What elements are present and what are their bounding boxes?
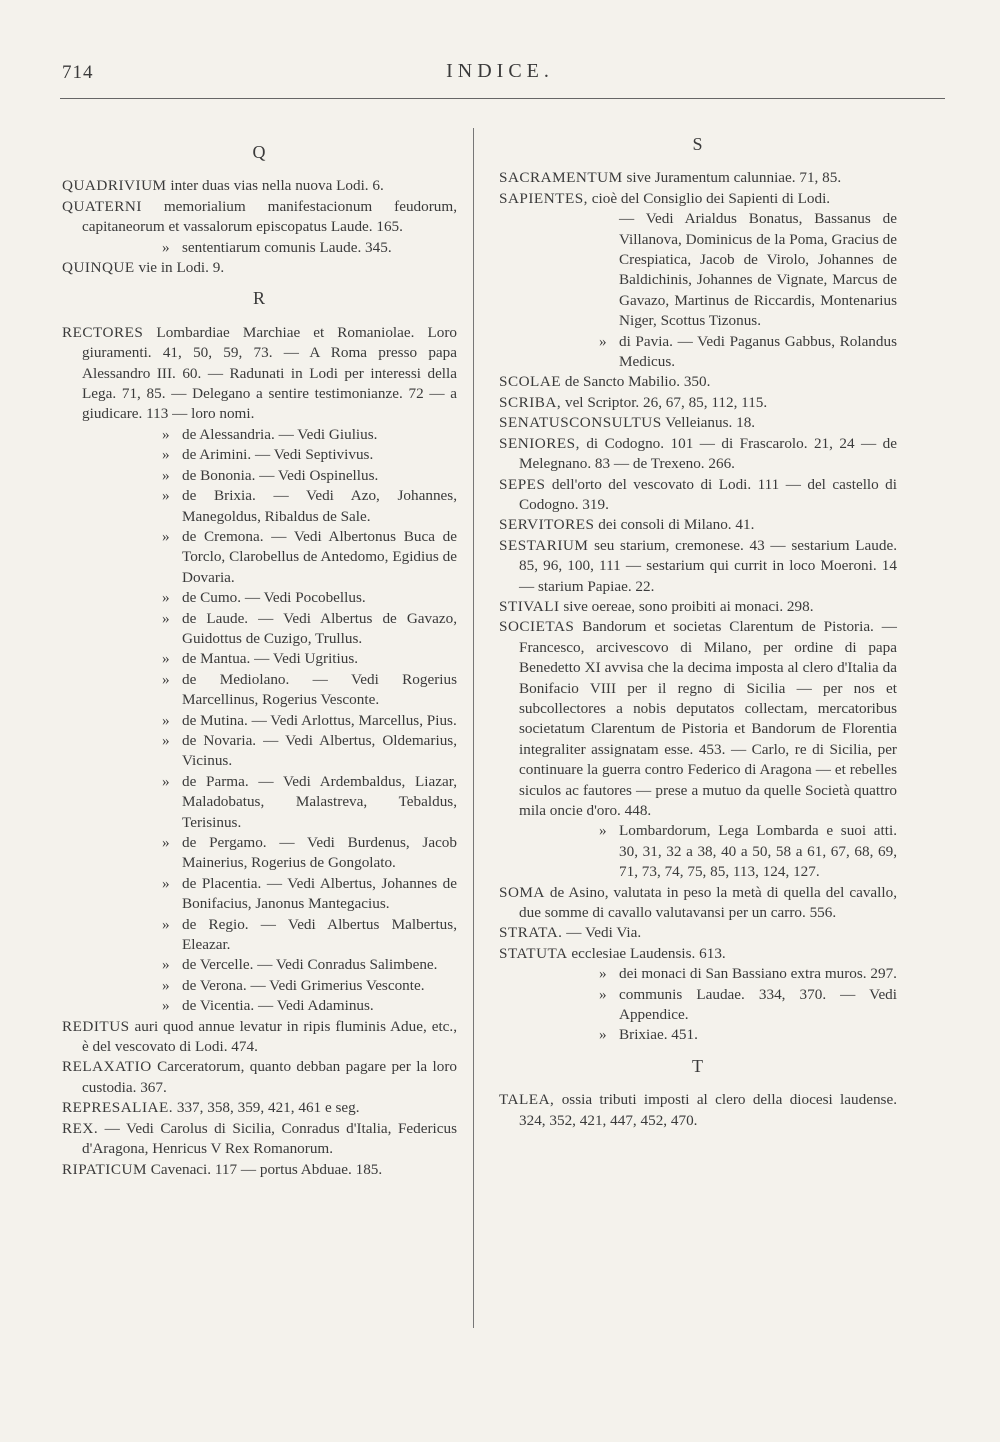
ditto-mark: »: [162, 976, 170, 994]
entry-text: de Sancto Mabilio. 350.: [561, 373, 711, 391]
subentry-text: de Novaria. — Vedi Albertus, Oldemarius, Vicinus.: [182, 731, 457, 770]
entry-headword: SCOLAE: [499, 373, 562, 391]
index-subentry: [62, 955, 457, 975]
index-entry: [62, 1057, 457, 1098]
column-divider: [473, 128, 474, 1328]
entry-text: Velleianus. 18.: [661, 414, 756, 432]
entry-text: Lombardiae Marchiae et Romaniolae. Loro giuramenti. 41, 50, 59, 73. — A Roma presso papa Alessandro III. 60. — Radunati in Lodi per interessi della Lega. 71, 85. — Delegano a sentire testimonianze. 72 — a giudicare. 113 — loro nomi.: [82, 323, 457, 423]
index-entry: [499, 168, 897, 188]
ditto-mark: »: [599, 965, 607, 983]
entry-headword: REDITUS: [62, 1017, 130, 1035]
index-subentry: [62, 425, 457, 445]
index-subentry: [499, 209, 897, 331]
index-entry: [499, 617, 897, 821]
index-entry: [499, 413, 897, 433]
ditto-mark: »: [162, 772, 170, 790]
ditto-mark: »: [162, 238, 170, 256]
entry-headword: SENIORES,: [499, 434, 580, 452]
subentry-text: de Vicentia. — Vedi Adaminus.: [182, 997, 374, 1015]
index-entry: [499, 944, 897, 964]
index-entry: [62, 1160, 457, 1180]
index-subentry: [62, 874, 457, 915]
index-entry: [499, 475, 897, 516]
entry-text: Cavenaci. 117 — portus Abduae. 185.: [146, 1160, 383, 1178]
header-rule: [60, 98, 945, 99]
entry-text: — Vedi Via.: [562, 924, 642, 942]
index-entry: [62, 1098, 457, 1118]
subentry-text: de Arimini. — Vedi Septivivus.: [182, 446, 374, 464]
entry-headword: QUATERNI: [62, 197, 142, 215]
ditto-mark: »: [162, 731, 170, 749]
entry-text: Carceratorum, quanto debban pagare per la loro custodia. 367.: [82, 1058, 457, 1096]
entry-headword: TALEA,: [499, 1091, 555, 1109]
entry-text: inter duas vias nella nuova Lodi. 6.: [166, 177, 384, 195]
ditto-mark: »: [162, 609, 170, 627]
ditto-mark: »: [162, 874, 170, 892]
index-subentry: [62, 670, 457, 711]
entry-text: Bandorum et societas Clarentum de Pistoria. — Francesco, arcivescovo di Milano, per ordine di papa Benedetto XI avvisa che la decima imposta al clero d'Italia da Bonifacio VIII per il regno di Sicilia — per nos et subcollectores a nobis deputatos collectam, mercatoribus societatum Clarentum de Pistoria et Bandorum de Florentia integraliter assignatam esse. 453. — Carlo, re di Sicilia, per continuare la guerra contro Federico di Aragona — et rebelles siculos ac fautores — prese a mutuo da quelle Società quattro mila oncie d'oro. 448.: [519, 618, 897, 819]
index-subentry: [62, 486, 457, 527]
index-subentry: [62, 445, 457, 465]
index-subentry: [62, 649, 457, 669]
ditto-mark: »: [162, 915, 170, 933]
index-subentry: [499, 332, 897, 373]
ditto-mark: »: [162, 670, 170, 688]
index-subentry: [62, 996, 457, 1016]
entry-text: sive Juramentum calunniae. 71, 85.: [622, 169, 842, 187]
subentry-text: de Bononia. — Vedi Ospinellus.: [182, 466, 379, 484]
index-entry: [62, 176, 457, 196]
ditto-mark: »: [162, 446, 170, 464]
index-entry: [499, 189, 897, 209]
subentry-text: de Placentia. — Vedi Albertus, Johannes de Bonifacius, Janonus Mantegacius.: [182, 874, 457, 913]
entry-headword: RECTORES: [62, 323, 144, 341]
subentry-text: de Mediolano. — Vedi Rogerius Marcellinus, Rogerius Vesconte.: [182, 670, 457, 709]
index-subentry: [62, 609, 457, 650]
index-subentry: [62, 711, 457, 731]
subentry-text: de Regio. — Vedi Albertus Malbertus, Eleazar.: [182, 915, 457, 954]
entry-headword: STIVALI: [499, 597, 560, 615]
entry-headword: STATUTA: [499, 944, 568, 962]
entry-text: dell'orto del vescovato di Lodi. 111 — del castello di Codogno. 319.: [519, 475, 897, 513]
section-letter: S: [692, 134, 704, 154]
ditto-mark: »: [162, 650, 170, 668]
index-subentry: [499, 964, 897, 984]
index-entry: [499, 372, 897, 392]
index-subentry: [499, 1025, 897, 1045]
index-entry: [499, 883, 897, 924]
subentry-text: sententiarum comunis Laude. 345.: [182, 238, 392, 256]
entry-text: di Codogno. 101 — di Frascarolo. 21, 24 — de Melegnano. 83 — de Trexeno. 266.: [519, 434, 897, 473]
index-entry: [499, 923, 897, 943]
entry-headword: QUADRIVIUM: [62, 177, 167, 195]
index-subentry: [62, 731, 457, 772]
subentry-text: de Verona. — Vedi Grimerius Vesconte.: [182, 976, 425, 994]
index-entry: [499, 536, 897, 597]
subentry-text: de Alessandria. — Vedi Giulius.: [182, 425, 378, 443]
entry-text: auri quod annue levatur in ripis fluminis Adue, etc., è del vescovato di Lodi. 474.: [82, 1017, 457, 1056]
index-entry: [62, 197, 457, 238]
ditto-mark: »: [599, 985, 607, 1003]
left-column: [62, 132, 457, 1180]
index-subentry: [62, 976, 457, 996]
ditto-mark: »: [162, 834, 170, 851]
index-subentry: [62, 588, 457, 608]
entry-text: de Asino, valutata in peso la metà di quella del cavallo, due somme di cavallo valutavansi per un carro. 556.: [519, 883, 897, 922]
subentry-text: de Mantua. — Vedi Ugritius.: [182, 650, 359, 668]
index-subentry: [62, 466, 457, 486]
entry-text: sive oereae, sono proibiti ai monaci. 298.: [559, 597, 814, 615]
entry-headword: SAPIENTES,: [499, 189, 588, 207]
entry-headword: SEPES: [499, 475, 546, 493]
entry-headword: REPRESALIAE.: [62, 1099, 174, 1117]
section-letter: R: [252, 288, 266, 309]
entry-headword: SCRIBA,: [499, 393, 562, 411]
ditto-mark: »: [162, 425, 170, 443]
entry-text: — Vedi Carolus di Sicilia, Conradus d'Italia, Federicus d'Aragona, Henricus V Rex Romanorum.: [82, 1119, 457, 1158]
ditto-mark: »: [162, 487, 170, 505]
ditto-mark: »: [599, 332, 607, 350]
subentry-text: — Vedi Arialdus Bonatus, Bassanus de Villanova, Dominicus de la Poma, Gracius de Crespiatica, Jacob de Virolo, Johannes de Baldichinis, Johannes de Vignate, Marcus de Gavazo, Martinus de Riccardis, Montenarius Niger, Scottus Tizonus.: [619, 210, 897, 330]
subentry-text: Brixiae. 451.: [619, 1026, 698, 1044]
index-subentry: [62, 527, 457, 588]
entry-text: ossia tributi imposti al clero della diocesi laudense. 324, 352, 421, 447, 452, 470.: [519, 1091, 897, 1129]
entry-headword: REX.: [62, 1119, 99, 1137]
entry-headword: SERVITORES: [499, 516, 595, 534]
index-subentry: [62, 772, 457, 833]
index-entry: [499, 597, 897, 617]
index-entry: [499, 515, 897, 535]
ditto-mark: »: [162, 997, 170, 1015]
entry-text: 337, 358, 359, 421, 461 e seg.: [173, 1099, 360, 1117]
ditto-mark: »: [162, 956, 170, 974]
index-subentry: [62, 915, 457, 956]
entry-headword: SENATUSCONSULTUS: [499, 414, 662, 432]
entry-text: vie in Lodi. 9.: [134, 259, 225, 277]
index-subentry: [499, 985, 897, 1026]
running-title: INDICE.: [446, 60, 554, 82]
index-subentry: [62, 833, 457, 874]
entry-headword: STRATA.: [499, 924, 563, 942]
right-column: [499, 132, 897, 1131]
entry-headword: RIPATICUM: [62, 1160, 147, 1178]
index-entry: [62, 323, 457, 425]
entry-text: cioè del Consiglio dei Sapienti di Lodi.: [587, 189, 831, 207]
entry-text: vel Scriptor. 26, 67, 85, 112, 115.: [561, 393, 768, 411]
ditto-mark: »: [162, 527, 170, 545]
subentry-text: dei monaci di San Bassiano extra muros. 297.: [619, 965, 897, 983]
entry-text: seu starium, cremonese. 43 — sestarium Laude. 85, 96, 100, 111 — sestarium qui currit in loco Moeroni. 14 — starium Papiae. 22.: [519, 536, 897, 595]
index-entry: [62, 258, 457, 278]
page-number: 714: [62, 62, 94, 83]
section-letter: T: [692, 1055, 704, 1076]
ditto-mark: »: [162, 589, 170, 607]
entry-headword: RELAXATIO: [62, 1058, 152, 1076]
entry-headword: SOCIETAS: [499, 618, 575, 636]
subentry-text: de Pergamo. — Vedi Burdenus, Jacob Mainerius, Rogerius de Gongolato.: [182, 834, 457, 872]
entry-text: memorialium manifestacionum feudorum, capitaneorum et vassalorum episcopatus Laude. 165.: [82, 197, 457, 236]
index-entry: [62, 1017, 457, 1058]
index-entry: [499, 1090, 897, 1131]
ditto-mark: »: [162, 711, 170, 729]
subentry-text: de Vercelle. — Vedi Conradus Salimbene.: [182, 956, 438, 974]
ditto-mark: »: [599, 822, 607, 840]
entry-headword: SACRAMENTUM: [499, 169, 623, 187]
entry-text: dei consoli di Milano. 41.: [594, 516, 755, 534]
entry-headword: QUINQUE: [62, 259, 135, 277]
subentry-text: de Parma. — Vedi Ardembaldus, Liazar, Maladobatus, Malastreva, Tebaldus, Terisinus.: [182, 772, 457, 831]
subentry-text: de Mutina. — Vedi Arlottus, Marcellus, Pius.: [182, 711, 457, 729]
subentry-text: de Cumo. — Vedi Pocobellus.: [182, 589, 366, 607]
index-entry: [499, 434, 897, 475]
subentry-text: de Brixia. — Vedi Azo, Johannes, Manegoldus, Ribaldus de Sale.: [182, 487, 457, 525]
subentry-text: Lombardorum, Lega Lombarda e suoi atti. 30, 31, 32 a 38, 40 a 50, 58 a 61, 67, 68, 69, 71, 73, 74, 75, 85, 113, 124, 127.: [619, 822, 897, 881]
ditto-mark: »: [599, 1026, 607, 1044]
index-subentry: [499, 821, 897, 882]
index-subentry: [62, 238, 457, 258]
subentry-text: de Laude. — Vedi Albertus de Gavazo, Guidottus de Cuzigo, Trullus.: [182, 609, 457, 647]
section-letter: Q: [252, 142, 267, 162]
entry-headword: SESTARIUM: [499, 536, 589, 554]
ditto-mark: »: [162, 466, 170, 484]
subentry-text: de Cremona. — Vedi Albertonus Buca de Torclo, Clarobellus de Antedomo, Egidius de Dovaria.: [182, 527, 457, 586]
index-entry: [499, 393, 897, 413]
index-entry: [62, 1119, 457, 1160]
subentry-text: communis Laudae. 334, 370. — Vedi Appendice.: [619, 985, 897, 1024]
entry-text: ecclesiae Laudensis. 613.: [567, 944, 726, 962]
subentry-text: di Pavia. — Vedi Paganus Gabbus, Rolandus Medicus.: [619, 332, 897, 371]
entry-headword: SOMA: [499, 883, 545, 901]
